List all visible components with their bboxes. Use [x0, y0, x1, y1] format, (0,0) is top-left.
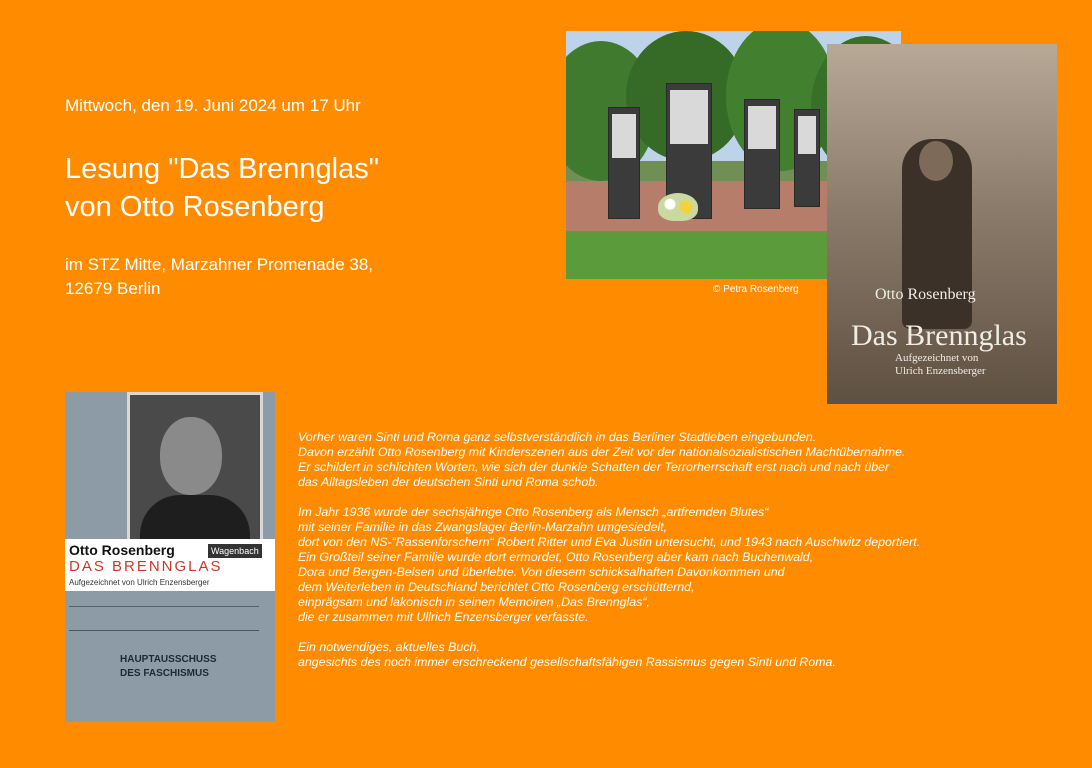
text-line: mit seiner Familie in das Zwangslager Berlin-Marzahn umgesiedelt, [298, 520, 668, 534]
text-line: einprägsam und lakonisch in seinen Memoiren „Das Brennglas“, [298, 595, 650, 609]
text-line: angesichts des noch immer erschreckend gesellschaftsfähigen Rassismus gegen Sinti und Roma. [298, 655, 836, 669]
document-line [69, 606, 259, 607]
memorial-stele [608, 107, 640, 219]
book-subtitle-line2: Ulrich Enzensberger [895, 365, 986, 377]
id-photo [127, 392, 263, 546]
book-title: DAS BRENNGLAS [69, 558, 223, 575]
document-stamp-line1: HAUPTAUSSCHUSS [120, 654, 217, 665]
description-text [298, 430, 1078, 685]
event-venue [65, 253, 373, 301]
text-line: Ein Großteil seiner Familie wurde dort ermordet, Otto Rosenberg aber kam nach Buchenwald, [298, 550, 814, 564]
document-line [69, 630, 259, 631]
book-cover-left [65, 392, 275, 722]
id-photo-face [160, 417, 222, 495]
book-author: Otto Rosenberg [875, 286, 976, 303]
event-title-line2: von Otto Rosenberg [65, 191, 325, 223]
book-title: Das Brennglas [851, 319, 1027, 352]
book-subtitle: Aufgezeichnet von Ulrich Enzensberger [69, 578, 210, 587]
text-line: Im Jahr 1936 wurde der sechsjährige Otto Rosenberg als Mensch „artfremden Blutes“ [298, 505, 769, 519]
text-line: Ein notwendiges, aktuelles Buch, [298, 640, 480, 654]
venue-line2: 12679 Berlin [65, 279, 161, 298]
paragraph-3 [298, 640, 1078, 670]
text-line: die er zusammen mit Ullrich Enzensberger verfasste. [298, 610, 589, 624]
text-line: dem Weiterleben in Deutschland berichtet Otto Rosenberg erschütternd, [298, 580, 695, 594]
flowers [658, 193, 698, 221]
memorial-stele [744, 99, 780, 209]
event-title-line1: Lesung "Das Brennglas" [65, 153, 380, 185]
text-line: dort von den NS-“Rassenforschern“ Robert Ritter und Eva Justin untersucht, und 1943 nach Auschwitz deportiert. [298, 535, 921, 549]
paragraph-1 [298, 430, 1078, 490]
event-date: Mittwoch, den 19. Juni 2024 um 17 Uhr [65, 96, 361, 115]
id-photo-shoulders [140, 495, 250, 543]
text-line: das Alltagsleben der deutschen Sinti und Roma schob. [298, 475, 599, 489]
event-title [65, 150, 379, 226]
document-stamp-line2: DES FASCHISMUS [120, 668, 209, 679]
paragraph-2 [298, 505, 1078, 625]
publisher-badge: Wagenbach [208, 544, 262, 558]
text-line: Vorher waren Sinti und Roma ganz selbstverständlich in das Berliner Stadtleben eingebunden. [298, 430, 817, 444]
text-line: Dora und Bergen-Belsen und überlebte. Von diesem schicksalhaften Davonkommen und [298, 565, 785, 579]
book-cover-right [827, 44, 1057, 404]
memorial-stele [794, 109, 820, 207]
book-author: Otto Rosenberg [69, 542, 175, 558]
venue-line1: im STZ Mitte, Marzahner Promenade 38, [65, 255, 374, 274]
cover-portrait-head [919, 141, 953, 181]
text-line: Er schildert in schlichten Worten, wie sich der dunkle Schatten der Terrorherrschaft erst nach und nach über [298, 460, 890, 474]
text-line: Davon erzählt Otto Rosenberg mit Kinderszenen aus der Zeit vor der nationalsozialistischen Machtübernahme. [298, 445, 906, 459]
book-subtitle [895, 352, 986, 378]
book-subtitle-line1: Aufgezeichnet von [895, 352, 979, 364]
photo-credit: © Petra Rosenberg [713, 284, 799, 295]
